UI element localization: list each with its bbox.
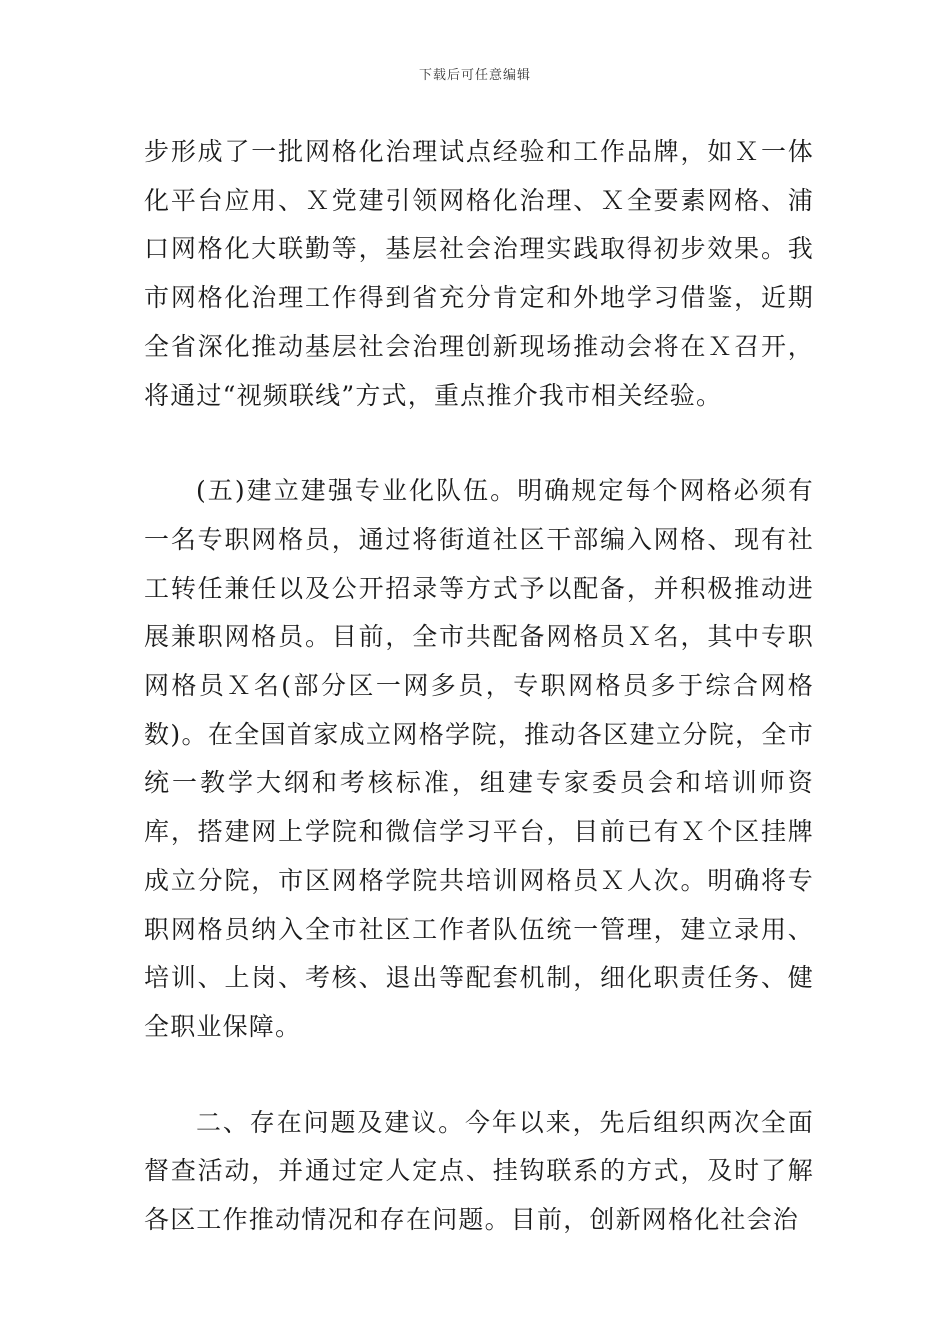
paragraph-section-two: 二、存在问题及建议。今年以来，先后组织两次全面督查活动，并通过定人定点、挂钩联系的方式，及时了解各区工作推动情况和存在问题。目前，创新网格化社会治 — [144, 1107, 814, 1235]
paragraph-gap — [144, 1052, 814, 1099]
paragraph-gap — [144, 420, 814, 467]
page-header: 下载后可任意编辑 — [418, 68, 531, 83]
paragraph-continued: 步形成了一批网格化治理试点经验和工作品牌，如Ｘ一体化平台应用、Ｘ党建引领网格化治理、Ｘ全要素网格、浦口网格化大联勤等，基层社会治理实践取得初步效果。我市网格化治理工作得到省充分肯定和外地学习借鉴，近期全省深化推动基层社会治理创新现场推动会将在Ｘ召开，将通过“视频联线”方式，重点推介我市相关经验。 — [144, 137, 814, 410]
paragraph-section-five: (五)建立建强专业化队伍。明确规定每个网格必须有一名专职网格员，通过将街道社区干部编入网格、现有社工转任兼任以及公开招录等方式予以配备，并积极推动进展兼职网格员。目前，全市共配备网格员Ｘ名，其中专职网格员Ｘ名(部分区一网多员，专职网格员多于综合网格数)。在全国首家成立网格学院，推动各区建立分院，全市统一教学大纲和考核标准，组建专家委员会和培训师资库，搭建网上学院和微信学习平台，目前已有Ｘ个区挂牌成立分院，市区网格学院共培训网格员Ｘ人次。明确将专职网格员纳入全市社区工作者队伍统一管理，建立录用、培训、上岗、考核、退出等配套机制，细化职责任务、健全职业保障。 — [144, 476, 814, 1041]
document-body — [144, 128, 814, 1245]
